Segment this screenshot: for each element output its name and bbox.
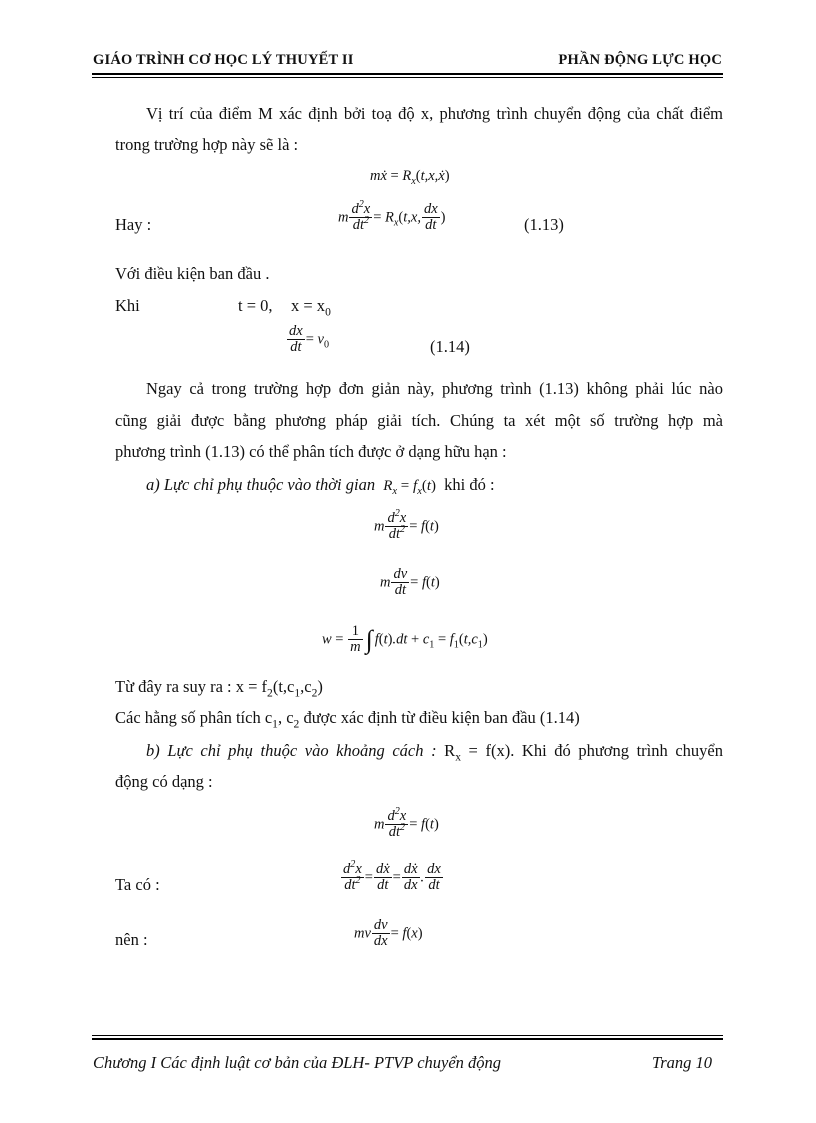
equation-b-3: mv $\frac{dv}{dx}$ = f(x) — [354, 917, 423, 950]
equation-number-1-13: (1.13) — [524, 215, 564, 234]
case-b-line-1: b) Lực chỉ phụ thuộc vào khoảng cách : $R_x = f(x)$. Khi đó phương trình chuyển — [146, 741, 723, 764]
equation-motion: mẋ = $R_x(t,x,ẋ)$ — [370, 168, 450, 187]
footer-chapter-title: Chương I Các định luật cơ bản của ĐLH- PTVP chuyển động — [93, 1053, 502, 1072]
initial-t: t = 0, — [238, 296, 273, 315]
equation-b-1: m $\frac{d^2x}{dt^2}$ = f(t) — [374, 806, 439, 841]
equation-a-1: m $\frac{d^2x}{dt^2}$ = f(t) — [374, 508, 439, 543]
header-title-right: PHẦN ĐỘNG LỰC HỌC — [558, 52, 722, 68]
equation-1-13: m $\frac{d^2x}{dt^2}$ = $R_x(t,x$, $\frac{dx}{dt}$ ) — [338, 199, 446, 234]
footer-rule — [92, 1038, 723, 1040]
paragraph-2-line-2: cũng giải được bằng phương pháp giải tích. Chúng ta xét một số trường hợp mà — [115, 411, 723, 430]
footer-page-number: Trang 10 — [651, 1053, 712, 1072]
initial-condition-text: Với điều kiện ban đầu . — [115, 264, 270, 283]
paragraph-2-line-1: Ngay cả trong trường hợp đơn giản này, phương trình (1.13) không phải lúc nào — [146, 379, 723, 398]
paragraph-2-line-3: phương trình (1.13) có thể phân tích được ở dạng hữu hạn : — [115, 442, 507, 461]
header-title-left: GIÁO TRÌNH CƠ HỌC LÝ THUYẾT II — [93, 52, 354, 68]
case-b-line-2: động có dạng : — [115, 772, 213, 791]
suy-ra-line: Từ đây ra suy ra : $x = f_2(t,c_1,c_2)$ — [115, 677, 323, 700]
hang-so-line: Các hằng số phân tích $c_1$, $c_2$ được xác định từ điều kiện ban đầu (1.14) — [115, 708, 580, 731]
nen-label: nên : — [115, 930, 148, 949]
header-rule-thin — [92, 77, 723, 78]
case-a-line: a) Lực chỉ phụ thuộc vào thời gian $R_x = f_x(t)$ khi đó : — [146, 475, 495, 497]
khi-label: Khi — [115, 296, 140, 315]
initial-x: $x = x_0$ — [291, 296, 331, 319]
equation-1-14: $\frac{dx}{dt}$ = $v_0$ — [289, 323, 329, 356]
equation-number-1-14: (1.14) — [430, 337, 470, 356]
equation-a-2: m $\frac{dv}{dt}$ = f(t) — [380, 566, 440, 599]
equation-a-3: w = $\frac{1}{m}$ ∫ $f(t).dt + c_1 = f_1(t,c_1)$ — [322, 623, 488, 656]
equation-b-2: $\frac{d^2x}{dt^2}$ = $\frac{\text{dẋ}}{dt}$ = $\frac{\text{dẋ}}{dx}$ . $\frac{dx}{dt}$ — [343, 859, 441, 894]
paragraph-1-line-1: Vị trí của điểm M xác định bởi toạ độ x, phương trình chuyển động của chất điểm — [146, 104, 723, 123]
header-rule — [92, 73, 723, 75]
paragraph-1-line-2: trong trường hợp này sẽ là : — [115, 135, 299, 154]
hay-label: Hay : — [115, 215, 152, 234]
ta-co-label: Ta có : — [115, 875, 160, 894]
footer-rule-thin — [92, 1035, 723, 1036]
